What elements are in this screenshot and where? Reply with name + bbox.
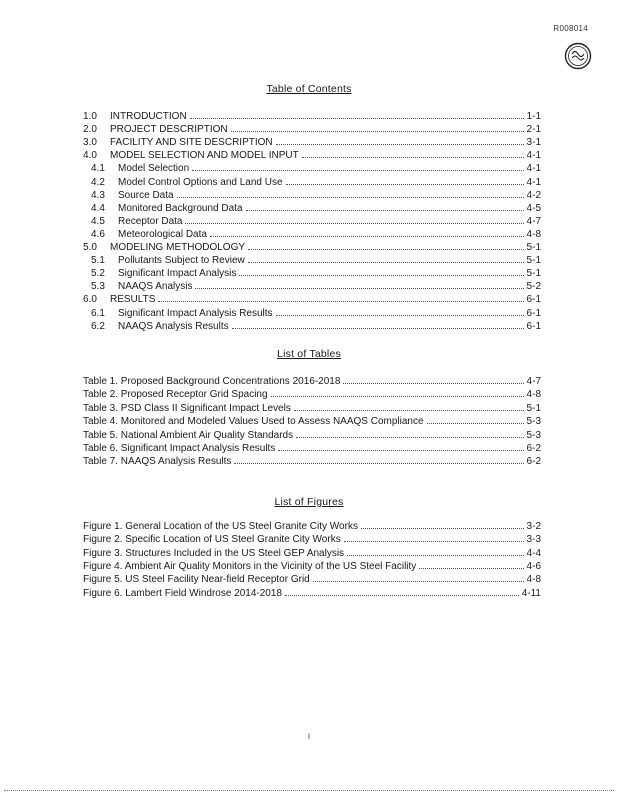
entry-number: 4.6: [91, 228, 105, 240]
entry-page: 4-7: [526, 215, 541, 227]
leader-dots: [190, 117, 524, 119]
entry-label: Model Selection: [118, 163, 190, 175]
leader-dots: [271, 395, 524, 397]
toc-entry: [91, 163, 541, 175]
entry-number: 3.0: [83, 137, 97, 149]
entry-label: Figure 4. Ambient Air Quality Monitors in the Vicinity of the US Steel Facility: [83, 560, 417, 572]
list-entry: [83, 376, 541, 388]
leader-dots: [210, 235, 524, 237]
leader-dots: [419, 567, 523, 569]
toc-entry: [83, 150, 541, 162]
entry-page: 3-3: [526, 534, 541, 546]
entry-page: 4-8: [526, 228, 541, 240]
list-entry: [83, 456, 541, 468]
entry-page: 4-6: [526, 560, 541, 572]
entry-page: 6-1: [526, 294, 541, 306]
bottom-divider: [4, 790, 614, 791]
entry-label: Table 1. Proposed Background Concentrations 2016-2018: [83, 376, 341, 387]
entry-label: Significant Impact Analysis: [118, 268, 237, 280]
entry-page: 4-8: [526, 389, 541, 401]
list-entry: [83, 389, 541, 401]
entry-number: 4.1: [91, 163, 105, 175]
entry-label: Table 7. NAAQS Analysis Results: [83, 456, 232, 468]
leader-dots: [294, 409, 524, 411]
toc-entry: [83, 137, 541, 149]
leader-dots: [248, 261, 524, 263]
entry-page: 4-5: [526, 202, 541, 214]
entry-number: 4.3: [91, 189, 105, 201]
entry-number: 6.1: [91, 307, 105, 319]
entry-page: 6-2: [526, 456, 541, 468]
leader-dots: [285, 594, 519, 596]
leader-dots: [232, 327, 524, 329]
leader-dots: [313, 580, 524, 582]
list-entry: [83, 521, 541, 533]
leader-dots: [343, 382, 523, 384]
entry-page: 6-1: [526, 307, 541, 319]
leader-dots: [158, 300, 523, 302]
entry-label: Monitored Background Data: [118, 202, 243, 214]
entry-label: Source Data: [118, 189, 174, 201]
entry-page: 5-2: [526, 281, 541, 293]
entry-label: PROJECT DESCRIPTION: [110, 124, 228, 136]
entry-number: 4.4: [91, 202, 105, 214]
toc-entry: [91, 321, 541, 333]
entry-page: 5-1: [526, 255, 541, 267]
leader-dots: [427, 422, 524, 424]
list-entry: [83, 574, 541, 586]
toc-entry: [83, 294, 541, 306]
entry-label: Table 6. Significant Impact Analysis Results: [83, 443, 276, 454]
entry-label: Table 2. Proposed Receptor Grid Spacing: [83, 389, 268, 401]
toc-entry: [91, 281, 541, 293]
agency-seal-icon: [564, 42, 592, 70]
entry-label: Model Control Options and Land Use: [118, 176, 283, 188]
leader-dots: [177, 196, 524, 198]
list-entry: [83, 561, 541, 573]
entry-label: MODELING METHODOLOGY: [110, 242, 246, 253]
entry-label: Table 4. Monitored and Modeled Values Used to Assess NAAQS Compliance: [83, 416, 424, 428]
toc-entry: [91, 216, 541, 228]
leader-dots: [361, 527, 524, 529]
entry-number: 5.1: [91, 255, 105, 267]
leader-dots: [276, 314, 524, 316]
leader-dots: [286, 183, 524, 185]
list-entry: [83, 443, 541, 455]
entry-label: Table 5. National Ambient Air Quality Standards: [83, 429, 294, 441]
entry-label: MODEL SELECTION AND MODEL INPUT: [110, 150, 299, 162]
entry-page: 4-7: [526, 376, 541, 387]
entry-page: 4-4: [526, 547, 541, 559]
list-entry: [83, 430, 541, 442]
entry-page: 5-1: [526, 402, 541, 414]
leader-dots: [195, 287, 523, 289]
entry-number: 4.0: [83, 150, 97, 162]
entry-page: 1-1: [526, 111, 541, 122]
list-entry: [83, 416, 541, 428]
entry-page: 4-11: [521, 587, 541, 599]
entry-page: 5-3: [526, 416, 541, 428]
toc-entry: [83, 111, 541, 123]
list-entry: [83, 534, 541, 546]
entry-page: 4-1: [526, 163, 541, 175]
entry-number: 1.0: [83, 111, 97, 122]
toc-entry: [83, 242, 541, 254]
entry-page: 4-2: [526, 189, 541, 201]
entry-label: Figure 6. Lambert Field Windrose 2014-2018: [83, 587, 282, 599]
toc-entry: [83, 124, 541, 136]
entry-page: 2-1: [526, 124, 541, 136]
entry-number: 6.2: [91, 320, 105, 332]
leader-dots: [347, 554, 523, 556]
toc-entry: [91, 268, 541, 280]
figures-title: List of Figures: [274, 496, 344, 508]
tables-title: List of Tables: [277, 348, 341, 360]
toc-title: Table of Contents: [266, 83, 352, 95]
entry-page: 3-1: [526, 137, 541, 149]
leader-dots: [185, 222, 523, 224]
entry-page: 6-1: [526, 320, 541, 332]
entry-label: Table 3. PSD Class II Significant Impact Levels: [83, 402, 291, 414]
entry-label: Significant Impact Analysis Results: [118, 307, 273, 319]
entry-number: 5.0: [83, 242, 97, 253]
list-entry: [83, 403, 541, 415]
entry-label: Receptor Data: [118, 215, 183, 227]
toc-entry: [91, 255, 541, 267]
entry-page: 4-1: [526, 150, 541, 162]
leader-dots: [246, 209, 524, 211]
entry-page: 3-2: [526, 521, 541, 532]
entry-number: 4.5: [91, 215, 105, 227]
toc-entry: [91, 229, 541, 241]
entry-label: NAAQS Analysis Results: [118, 320, 229, 332]
leader-dots: [278, 449, 523, 451]
entry-page: 4-1: [526, 176, 541, 188]
entry-label: INTRODUCTION: [110, 111, 187, 122]
entry-label: Figure 5. US Steel Facility Near-field Receptor Grid: [83, 574, 310, 586]
entry-number: 2.0: [83, 124, 97, 136]
toc-entry: [91, 203, 541, 215]
entry-number: 5.2: [91, 268, 105, 280]
leader-dots: [231, 130, 524, 132]
leader-dots: [239, 274, 523, 276]
entry-page: 5-3: [526, 429, 541, 441]
leader-dots: [248, 248, 524, 250]
entry-label: Meteorological Data: [118, 228, 207, 240]
leader-dots: [344, 540, 524, 542]
toc-entry: [91, 308, 541, 320]
entry-page: 6-2: [526, 443, 541, 454]
toc-entry: [91, 190, 541, 202]
entry-page: 5-1: [526, 268, 541, 280]
entry-page: 5-1: [526, 242, 541, 253]
leader-dots: [302, 156, 524, 158]
entry-label: Figure 2. Specific Location of US Steel Granite City Works: [83, 534, 341, 546]
entry-label: FACILITY AND SITE DESCRIPTION: [110, 137, 273, 149]
entry-label: Figure 3. Structures Included in the US Steel GEP Analysis: [83, 547, 345, 559]
page-number: i: [308, 732, 310, 741]
entry-label: Figure 1. General Location of the US Steel Granite City Works: [83, 521, 358, 532]
entry-number: 4.2: [91, 176, 105, 188]
entry-page: 4-8: [526, 574, 541, 586]
list-entry: [83, 588, 541, 600]
leader-dots: [276, 143, 524, 145]
list-entry: [83, 548, 541, 560]
entry-number: 6.0: [83, 294, 97, 306]
document-id: R008014: [553, 24, 588, 33]
entry-label: NAAQS Analysis: [118, 281, 193, 293]
leader-dots: [296, 436, 523, 438]
entry-label: Pollutants Subject to Review: [118, 255, 245, 267]
toc-entry: [91, 177, 541, 189]
entry-label: RESULTS: [110, 294, 156, 306]
leader-dots: [234, 462, 523, 464]
entry-number: 5.3: [91, 281, 105, 293]
leader-dots: [192, 169, 523, 171]
